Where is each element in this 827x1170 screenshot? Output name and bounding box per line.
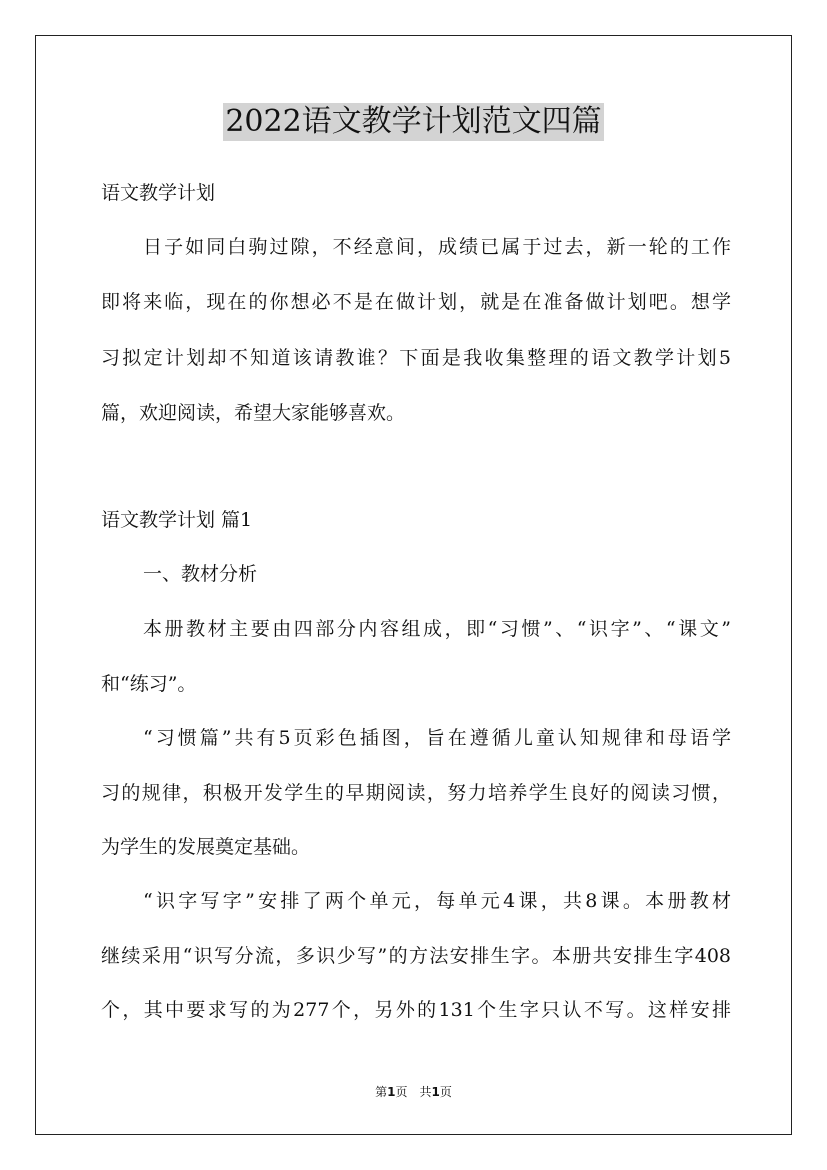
current-page-number: 1: [387, 1085, 396, 1099]
paragraph-line: 和“练习”。: [101, 673, 197, 695]
paragraph-line: 个，其中要求写的为277个，另外的131个生字只认不写。这样安排: [101, 999, 731, 1021]
paragraph-line: “识字写字”安排了两个单元，每单元4课，共8课。本册教材: [143, 890, 731, 912]
paragraph-line: 即将来临，现在的你想必不是在做计划，就是在准备做计划吧。想学: [101, 291, 731, 313]
total-page-number: 1: [431, 1085, 440, 1099]
paragraph-line: “习惯篇”共有5页彩色插图，旨在遵循儿童认知规律和母语学: [143, 727, 731, 749]
title-container: [0, 103, 827, 141]
section-heading: 语文教学计划: [101, 182, 216, 204]
footer-suffix: 页: [439, 1085, 452, 1099]
document-title: 2022语文教学计划范文四篇: [225, 104, 602, 139]
page-footer: [0, 1084, 827, 1100]
footer-prefix: 第: [375, 1085, 388, 1099]
subsection-heading: 一、教材分析: [143, 563, 258, 585]
paragraph-line: 习的规律，积极开发学生的早期阅读，努力培养学生良好的阅读习惯，: [101, 782, 731, 804]
paragraph-line: 本册教材主要由四部分内容组成，即“习惯”、“识字”、“课文”: [143, 618, 731, 640]
paragraph-line: 习拟定计划却不知道该请教谁？下面是我收集整理的语文教学计划5: [101, 347, 731, 369]
paragraph-line: 日子如同白驹过隙，不经意间，成绩已属于过去，新一轮的工作: [143, 236, 731, 258]
section-heading: 语文教学计划 篇1: [101, 509, 253, 531]
paragraph-line: 篇，欢迎阅读，希望大家能够喜欢。: [101, 402, 406, 424]
footer-mid: 页 共: [395, 1085, 432, 1099]
paragraph-line: 为学生的发展奠定基础。: [101, 836, 311, 858]
paragraph-line: 继续采用“识写分流，多识少写”的方法安排生字。本册共安排生字408: [101, 945, 731, 967]
